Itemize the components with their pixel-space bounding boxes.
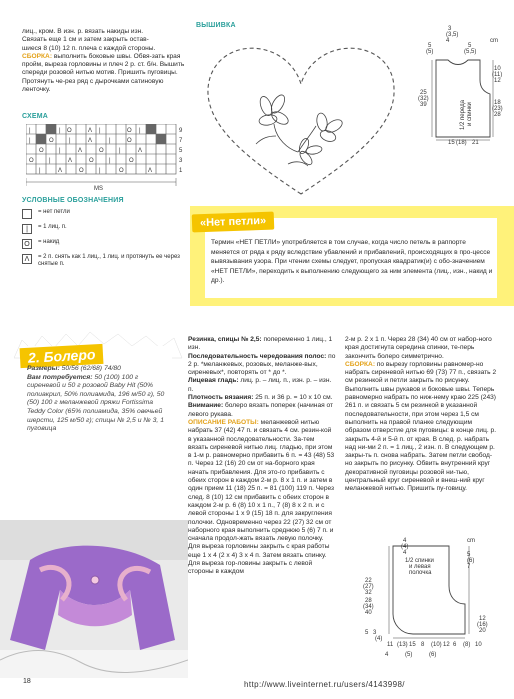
legend-text: = нет петли — [38, 209, 70, 215]
pattern-schematic-bottom — [345, 534, 510, 659]
svg-text:O: O — [39, 148, 44, 154]
bolero-assembly — [345, 336, 497, 494]
heart-embroidery — [196, 34, 406, 202]
svg-text:10: 10 — [475, 642, 482, 648]
svg-text:(3,5): (3,5) — [446, 32, 459, 38]
svg-text:|: | — [49, 158, 51, 164]
svg-text:O: O — [67, 128, 72, 134]
svg-text:|: | — [59, 148, 61, 154]
schema-title: СХЕМА — [22, 113, 49, 120]
assembly-text: по вырезу горловины равномер-но набрать сиреневой нитью 69 (73) 77 п., связать 2 см резинкой и петли закрыть по рисунку. Выполнить швы рукавов и боковые швы. Теперь равномерно набрать по ниж-нему краю 225 (243) 261 п. и связать 5 см резинкой в указанной последовательности, при этом через 1,5 см выполнить на правой планке следующим образом отверстие для пуговицы: в конце лиц. р. закрыть 4-й и 5-й п. от края. В след. р. набрать над ни-ми 2 п. = 1 лиц., 2 изн. п. В следующем р. закры-ть п. снова набрать. Затем петли свобод-но закрыть по рисунку. Обвить внутренний круг декоративной пуговицы розовой ни-тью, центральный круг сиреневой и внеш-ний круг меланжевой нитью. Пришить пу-говицу. — [345, 360, 497, 493]
svg-text:9: 9 — [179, 128, 183, 134]
svg-text:28: 28 — [494, 112, 501, 118]
legend-text: = 2 п. снять как 1 лиц., 1 лиц. и протянуть ее через снятые п. — [38, 254, 180, 267]
svg-text:(23): (23) — [492, 106, 503, 112]
instruction-line — [188, 419, 336, 577]
pattern-schematic-top — [418, 22, 510, 150]
svg-text:Λ: Λ — [148, 168, 153, 174]
svg-text:7: 7 — [467, 564, 471, 570]
instruction-text: по 2 р. *меланжевых, розовых, меланже-вых, сиреневых*, повторять от * до *. — [188, 352, 336, 377]
legend-text: = 1 лиц. п. — [38, 224, 67, 230]
svg-text:12: 12 — [494, 78, 501, 84]
svg-text:MS: MS — [94, 186, 103, 192]
svg-text:Λ: Λ — [78, 148, 83, 154]
embroidery-title: ВЫШИВКА — [196, 22, 236, 29]
svg-text:39: 39 — [420, 102, 427, 108]
instruction-title: Резинка, спицы № 2,5: — [188, 336, 262, 343]
intro-line: Связать еще 1 см и затем закрыть остав- — [22, 36, 149, 44]
svg-text:(8): (8) — [463, 642, 471, 648]
svg-text:(18): (18) — [456, 140, 467, 146]
svg-text:|: | — [99, 168, 101, 174]
instruction-text: меланжевой нитью набрать 37 (42) 47 п. и связать 4 см. резин-кой в указанной последовательности. За-тем вязать сиреневой нитью лиц. гладью, при этом в 1-м р. равномерно прибавить 6 п. = 43 (48) 53 п. Через 12 (16) 20 см от на-борного края начать прибавления. Для это-го прибавить с обеих сторон в каждом 2-м р. 8 х 1 п. и затем в один прием 11 (18) 25 п. = 81 (100) 119 п. Через след. 8 (10) 12 см прибавить с обеих сторон в каждом 2-м р. 6 (8) 10 х 1 п., 7 (8) 8 х 2 п. и с левой стороны 1 х 9 (15) 18 п. для закругления полочки. Одновременно через 22 (27) 32 см от наборного края выполнить среднюю 5 (6) 7 п. и сначала продол-жать вязать левую полочку. Для выреза горловины закрыть с края работы еще 1 х 4 (2 х 4) 3 х 4 п. Затем вязать спинку. Для выреза гор-ловины закрыть с левой стороны в каждом — [188, 418, 335, 576]
legend-item — [22, 254, 192, 268]
svg-text:5: 5 — [365, 630, 369, 636]
assembly-text: 2-м р. 2 х 1 п. Через 28 (34) 40 см от набор-ного края достигнута середина спинки, те-перь закончить болеро симметрично. — [345, 336, 492, 360]
instruction-title: Внимание: — [188, 402, 224, 410]
legend-item — [22, 239, 192, 249]
knitting-chart — [26, 124, 186, 194]
svg-text:21: 21 — [472, 140, 479, 146]
svg-text:1/2 спинки: 1/2 спинки — [405, 558, 434, 564]
svg-text:O: O — [89, 158, 94, 164]
svg-text:22: 22 — [365, 578, 372, 584]
legend — [22, 209, 192, 273]
svg-text:11: 11 — [387, 642, 394, 648]
svg-text:32: 32 — [365, 590, 372, 596]
svg-text:Λ: Λ — [58, 168, 63, 174]
svg-text:4: 4 — [403, 550, 407, 556]
instruction-line — [188, 402, 336, 419]
instruction-title: Лицевая гладь: — [188, 377, 239, 385]
svg-text:40: 40 — [365, 610, 372, 616]
svg-text:(4): (4) — [401, 544, 409, 550]
yarn-over-symbol: O — [22, 239, 32, 249]
svg-text:|: | — [109, 158, 111, 164]
svg-text:O: O — [127, 138, 132, 144]
decrease-symbol: Λ — [22, 254, 32, 264]
instruction-text: болеро вязать поперек (начиная от левого рукава. — [188, 402, 334, 418]
svg-text:1: 1 — [179, 168, 183, 174]
svg-text:|: | — [29, 128, 31, 134]
bolero-materials — [27, 365, 172, 434]
no-loop-label: «Нет петли» — [192, 212, 275, 233]
svg-text:10: 10 — [494, 66, 501, 72]
legend-item — [22, 209, 192, 219]
svg-text:12: 12 — [443, 642, 450, 648]
instruction-title: Плотность вязания: — [188, 394, 254, 402]
svg-text:(6): (6) — [467, 558, 475, 564]
assembly-paragraph — [22, 53, 192, 94]
svg-text:cm: cm — [467, 538, 475, 544]
svg-text:O: O — [127, 128, 132, 134]
svg-text:(5): (5) — [426, 49, 434, 55]
svg-text:|: | — [99, 128, 101, 134]
svg-text:|: | — [69, 138, 71, 144]
svg-text:15: 15 — [448, 140, 455, 146]
page-number: 18 — [23, 678, 31, 685]
svg-text:и спинки: и спинки — [467, 102, 473, 126]
svg-text:1/2 переда: 1/2 переда — [460, 100, 466, 130]
svg-text:cm: cm — [490, 38, 498, 44]
need-label: Вам потребуется: — [27, 373, 93, 381]
svg-text:Λ: Λ — [88, 138, 93, 144]
bolero-title: 2. Болеро — [20, 344, 104, 368]
svg-text:4: 4 — [403, 538, 407, 544]
instruction-text: 25 п. и 36 р. = 10 х 10 см. — [253, 394, 333, 402]
svg-text:20: 20 — [479, 628, 486, 634]
no-loop-text: Термин «НЕТ ПЕТЛИ» употребляется в том случае, когда число петель в раппорте меняется от ряда к ряду вследствие убавлений и прибавлений, происходящих в про-цессе вывязывания узора. При чтении схемы следует, пропуская квадратик(и) с обо-значением «НЕТ ПЕТЛИ», переходить к выполнению следующего за ним элемента (лиц., изн., накид и др.). — [211, 239, 493, 284]
svg-text:полочка: полочка — [409, 570, 432, 576]
svg-text:3: 3 — [373, 630, 377, 636]
svg-text:5: 5 — [467, 552, 471, 558]
knit-stitch-symbol: | — [22, 224, 32, 234]
svg-text:(16): (16) — [477, 622, 488, 628]
svg-text:(10): (10) — [431, 642, 442, 648]
no-loop-symbol — [22, 209, 32, 219]
svg-text:3: 3 — [448, 26, 452, 32]
svg-text:(6): (6) — [429, 652, 437, 658]
svg-text:O: O — [79, 168, 84, 174]
assembly-line — [345, 361, 497, 494]
svg-text:(4): (4) — [375, 636, 383, 642]
bolero-instructions — [188, 336, 336, 577]
svg-text:O: O — [129, 158, 134, 164]
svg-text:(11): (11) — [492, 72, 503, 78]
svg-text:25: 25 — [420, 90, 427, 96]
svg-text:(34): (34) — [363, 604, 374, 610]
svg-text:и левая: и левая — [409, 564, 431, 570]
svg-text:O: O — [29, 158, 34, 164]
svg-text:|: | — [109, 138, 111, 144]
svg-text:28: 28 — [365, 598, 372, 604]
svg-text:|: | — [59, 128, 61, 134]
assembly-heading: СБОРКА: — [345, 360, 376, 368]
intro-line: лиц., кром. В изн. р. вязать накиды изн. — [22, 28, 144, 35]
instruction-line — [188, 336, 336, 353]
svg-text:|: | — [29, 138, 31, 144]
svg-text:Λ: Λ — [138, 148, 143, 154]
bolero-photo — [0, 520, 188, 678]
svg-text:(27): (27) — [363, 584, 374, 590]
svg-text:(5): (5) — [405, 652, 413, 658]
svg-text:3: 3 — [179, 158, 183, 164]
svg-text:5: 5 — [468, 43, 472, 49]
svg-text:(5,5): (5,5) — [464, 49, 477, 55]
source-url: http://www.liveinternet.ru/users/4143998/ — [244, 680, 405, 689]
intro-text — [22, 28, 192, 94]
instruction-title: Последовательность чередования полос: — [188, 352, 327, 360]
need-text: 50 (100) 100 г сиреневой и 50 г розовой Baby Hit (50% полиакрил, 50% полиамида, 196 м/50 г), 50 (50) 100 г меланжевой пряжи Fortissima Teddy Color (65% полиамида, 35% овечьей шерсти, 125 м/50 г); спицы № 2,5 и № 3, 1 пуговица — [27, 373, 165, 433]
instruction-line — [188, 353, 336, 378]
instruction-line — [188, 377, 336, 394]
svg-text:Λ: Λ — [88, 128, 93, 134]
svg-text:Λ: Λ — [68, 158, 73, 164]
svg-text:(32): (32) — [418, 96, 429, 102]
svg-text:O: O — [119, 168, 124, 174]
sizes-value: 50/56 (62/68) 74/80 — [61, 365, 121, 372]
instruction-text: лиц. р. – лиц. п., изн. р. – изн. п. — [188, 377, 332, 393]
svg-text:|: | — [139, 128, 141, 134]
legend-text: = накид — [38, 239, 60, 245]
assembly-text: выполнить боковые швы. Обвя-зать края пройм, выреза горловины и плеч 2 р. ст. б/н. Вышить спереди розовой нитью мотив. Пришить пуговицы. Протянуть че-рез ряд с дырочками сатиновую ленточку. — [22, 52, 185, 94]
legend-title: УСЛОВНЫЕ ОБОЗНАЧЕНИЯ — [22, 197, 124, 204]
instruction-heading: ОПИСАНИЕ РАБОТЫ: — [188, 418, 259, 426]
svg-text:8: 8 — [421, 642, 425, 648]
svg-text:4: 4 — [385, 652, 389, 658]
svg-text:6: 6 — [453, 642, 457, 648]
svg-text:7: 7 — [179, 138, 183, 144]
sizes-label: Размеры: — [27, 365, 60, 372]
svg-text:5: 5 — [428, 43, 432, 49]
svg-text:|: | — [39, 168, 41, 174]
svg-text:O: O — [99, 148, 104, 154]
svg-text:18: 18 — [494, 100, 501, 106]
legend-item — [22, 224, 192, 234]
instruction-text: попеременно 1 лиц., 1 изн. — [188, 336, 333, 352]
svg-text:O: O — [49, 138, 54, 144]
assembly-label: СБОРКА: — [22, 52, 53, 60]
svg-text:(13): (13) — [397, 642, 408, 648]
intro-line: шиеся 8 (10) 12 п. плеча с каждой стороны. — [22, 44, 156, 52]
svg-text:15: 15 — [409, 642, 416, 648]
svg-text:|: | — [119, 148, 121, 154]
svg-text:5: 5 — [179, 148, 183, 154]
svg-text:4: 4 — [446, 38, 450, 44]
svg-text:12: 12 — [479, 616, 486, 622]
